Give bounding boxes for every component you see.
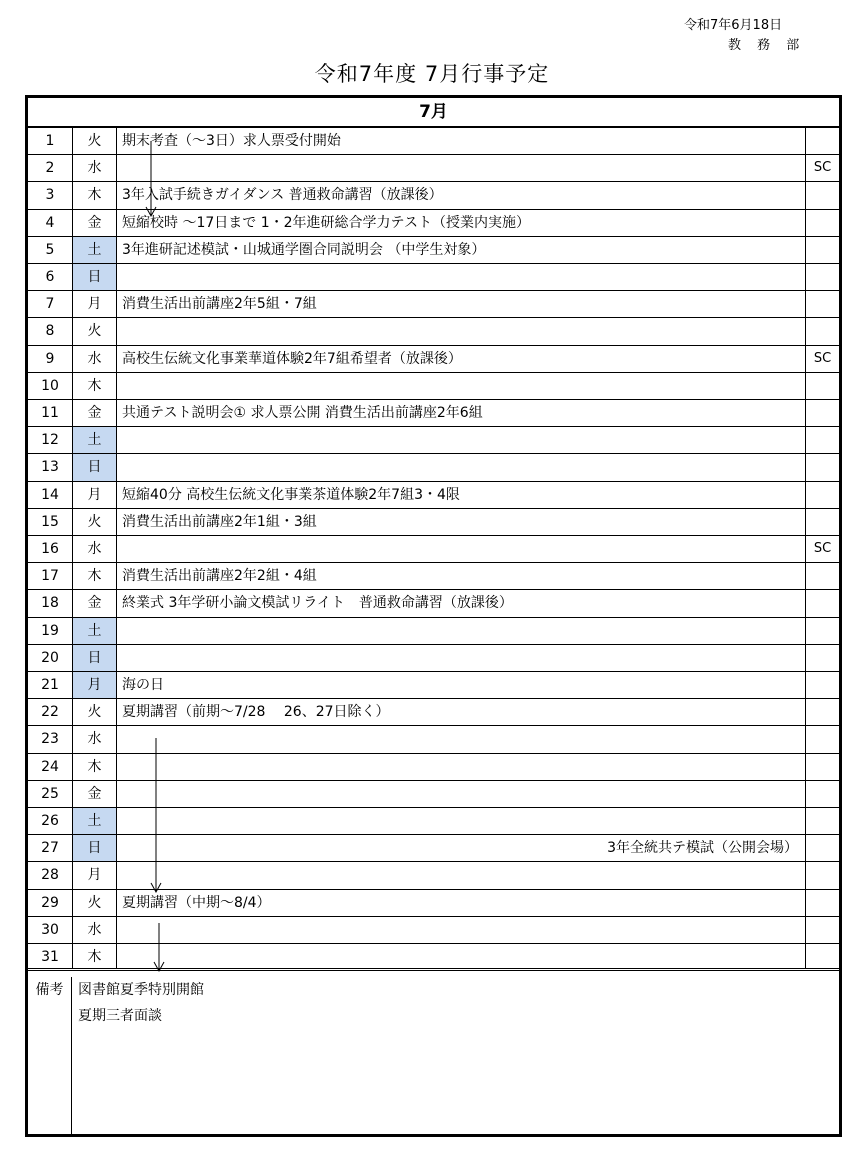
- sc-cell: [806, 645, 839, 671]
- day-cell: 8: [28, 318, 73, 344]
- weekday-cell: 木: [73, 182, 117, 208]
- day-cell: 24: [28, 754, 73, 780]
- weekday-cell: 月: [73, 672, 117, 698]
- schedule-row: [28, 482, 839, 509]
- sc-cell: [806, 264, 839, 290]
- event-cell: [117, 536, 806, 562]
- day-cell: 18: [28, 590, 73, 616]
- weekday-cell: 金: [73, 210, 117, 236]
- weekday-cell: 日: [73, 835, 117, 861]
- sc-cell: [806, 182, 839, 208]
- weekday-cell: 木: [73, 373, 117, 399]
- event-cell: [117, 563, 806, 589]
- event-text: 共通テスト説明会① 求人票公開 消費生活出前講座2年6組: [122, 405, 483, 421]
- weekday-cell: 月: [73, 482, 117, 508]
- schedule-row: [28, 590, 839, 617]
- schedule-row: [28, 672, 839, 699]
- event-cell: [117, 373, 806, 399]
- weekday-cell: 金: [73, 781, 117, 807]
- day-cell: 20: [28, 645, 73, 671]
- event-cell: [117, 346, 806, 372]
- day-cell: 23: [28, 726, 73, 752]
- remarks-section: [28, 977, 839, 1134]
- sc-cell: [806, 128, 839, 154]
- weekday-cell: 土: [73, 618, 117, 644]
- schedule-row: [28, 400, 839, 427]
- weekday-cell: 土: [73, 237, 117, 263]
- event-cell: [117, 726, 806, 752]
- weekday-cell: 金: [73, 400, 117, 426]
- weekday-cell: 木: [73, 944, 117, 968]
- weekday-cell: 土: [73, 808, 117, 834]
- schedule-row: [28, 291, 839, 318]
- weekday-cell: 木: [73, 563, 117, 589]
- sc-cell: [806, 726, 839, 752]
- day-cell: 2: [28, 155, 73, 181]
- sc-cell: [806, 427, 839, 453]
- event-cell: [117, 454, 806, 480]
- event-text: 高校生伝統文化事業華道体験2年7組希望者（放課後）: [122, 350, 462, 367]
- weekday-cell: 火: [73, 890, 117, 916]
- header-date: 令和7年6月18日: [684, 18, 783, 33]
- weekday-cell: 月: [73, 291, 117, 317]
- continuation-arrow-icon: [145, 141, 157, 219]
- continuation-arrow-icon: [153, 923, 165, 975]
- schedule-row: [28, 536, 839, 563]
- event-cell: [117, 590, 806, 616]
- sc-cell: [806, 781, 839, 807]
- event-cell: [117, 128, 806, 154]
- event-cell: [117, 944, 806, 968]
- weekday-cell: 火: [73, 699, 117, 725]
- event-cell: [117, 645, 806, 671]
- sc-cell: [806, 890, 839, 916]
- event-cell: [117, 808, 806, 834]
- event-cell: [117, 781, 806, 807]
- weekday-cell: 日: [73, 264, 117, 290]
- weekday-cell: 木: [73, 754, 117, 780]
- sc-cell: [806, 835, 839, 861]
- continuation-arrow-icon: [150, 738, 162, 896]
- event-text: 海の日: [122, 677, 164, 693]
- event-text: 終業式 3年学研小論文模試リライト 普通救命講習（放課後）: [122, 595, 513, 612]
- sc-cell: [806, 318, 839, 344]
- event-text: 夏期講習（前期～7/28 26、27日除く）: [122, 704, 390, 721]
- remarks-line: 夏期三者面談: [78, 1008, 162, 1024]
- event-cell: [117, 509, 806, 535]
- event-cell: [117, 237, 806, 263]
- event-text-right: 3年全統共テ模試（公開会場）: [607, 840, 798, 857]
- schedule-row: [28, 645, 839, 672]
- event-text: 消費生活出前講座2年2組・4組: [122, 568, 317, 585]
- weekday-cell: 火: [73, 318, 117, 344]
- remarks-line: 図書館夏季特別開館: [78, 982, 204, 998]
- day-cell: 27: [28, 835, 73, 861]
- event-cell: [117, 210, 806, 236]
- day-cell: 3: [28, 182, 73, 208]
- event-text: 短縮校時 ～17日まで 1・2年進研総合学力テスト（授業内実施）: [122, 214, 530, 231]
- sc-cell: [806, 482, 839, 508]
- sc-cell: [806, 699, 839, 725]
- schedule-row: [28, 618, 839, 645]
- day-cell: 22: [28, 699, 73, 725]
- day-cell: 6: [28, 264, 73, 290]
- day-cell: 30: [28, 917, 73, 943]
- schedule-row: [28, 264, 839, 291]
- weekday-cell: 水: [73, 536, 117, 562]
- event-cell: [117, 699, 806, 725]
- sc-cell: SC: [813, 160, 832, 176]
- day-cell: 31: [28, 944, 73, 968]
- event-cell: [117, 427, 806, 453]
- event-cell: [117, 291, 806, 317]
- day-cell: 4: [28, 210, 73, 236]
- schedule-row: [28, 427, 839, 454]
- day-cell: 9: [28, 346, 73, 372]
- event-cell: [117, 917, 806, 943]
- day-cell: 11: [28, 400, 73, 426]
- event-cell: [117, 672, 806, 698]
- schedule-row: [28, 699, 839, 726]
- event-cell: [117, 618, 806, 644]
- remarks-body: [78, 977, 204, 1029]
- event-cell: [117, 754, 806, 780]
- weekday-cell: 水: [73, 726, 117, 752]
- schedule-row: [28, 237, 839, 264]
- day-cell: 5: [28, 237, 73, 263]
- event-text: 消費生活出前講座2年5組・7組: [122, 296, 317, 313]
- event-cell: [117, 400, 806, 426]
- schedule-row: [28, 944, 839, 971]
- day-cell: 16: [28, 536, 73, 562]
- sc-cell: [806, 454, 839, 480]
- sc-cell: SC: [813, 541, 832, 556]
- weekday-cell: 火: [73, 128, 117, 154]
- header-department: 教 務 部: [728, 38, 806, 53]
- sc-cell: [806, 291, 839, 317]
- weekday-cell: 水: [73, 346, 117, 372]
- event-text: 夏期講習（中期～8/4）: [122, 894, 271, 911]
- sc-cell: [806, 210, 839, 236]
- weekday-cell: 日: [73, 645, 117, 671]
- sc-cell: [806, 237, 839, 263]
- sc-cell: [806, 509, 839, 535]
- sc-cell: [806, 373, 839, 399]
- weekday-cell: 火: [73, 509, 117, 535]
- sc-cell: SC: [813, 350, 832, 366]
- sc-cell: [806, 808, 839, 834]
- schedule-row: [28, 454, 839, 481]
- day-cell: 7: [28, 291, 73, 317]
- sc-cell: [806, 672, 839, 698]
- weekday-cell: 日: [73, 454, 117, 480]
- day-cell: 25: [28, 781, 73, 807]
- day-cell: 12: [28, 427, 73, 453]
- day-cell: 28: [28, 862, 73, 888]
- event-text: 3年入試手続きガイダンス 普通救命講習（放課後）: [122, 187, 443, 204]
- day-cell: 29: [28, 890, 73, 916]
- sc-cell: [806, 754, 839, 780]
- weekday-cell: 水: [73, 917, 117, 943]
- sc-cell: [806, 944, 839, 968]
- weekday-cell: 月: [73, 862, 117, 888]
- remarks-label: 備考: [28, 977, 72, 1134]
- event-text: 期末考査（～3日）求人票受付開始: [122, 133, 341, 149]
- day-cell: 10: [28, 373, 73, 399]
- day-cell: 1: [28, 128, 73, 154]
- sc-cell: [806, 917, 839, 943]
- weekday-cell: 水: [73, 155, 117, 181]
- day-cell: 26: [28, 808, 73, 834]
- event-text: 消費生活出前講座2年1組・3組: [122, 513, 317, 530]
- event-text: 3年進研記述模試・山城通学圏合同説明会 （中学生対象）: [122, 241, 486, 258]
- event-cell: [117, 890, 806, 916]
- sc-cell: [806, 618, 839, 644]
- event-cell: [117, 835, 806, 861]
- page-title: 令和7年度 7月行事予定: [314, 62, 550, 86]
- day-cell: 19: [28, 618, 73, 644]
- sc-cell: [806, 563, 839, 589]
- schedule-row: [28, 917, 839, 944]
- event-cell: [117, 318, 806, 344]
- sc-cell: [806, 590, 839, 616]
- weekday-cell: 金: [73, 590, 117, 616]
- schedule-row: [28, 373, 839, 400]
- day-cell: 17: [28, 563, 73, 589]
- event-cell: [117, 862, 806, 888]
- month-header: 7月: [28, 98, 839, 128]
- schedule-row: [28, 509, 839, 536]
- sc-cell: [806, 862, 839, 888]
- day-cell: 14: [28, 482, 73, 508]
- schedule-row: [28, 563, 839, 590]
- day-cell: 21: [28, 672, 73, 698]
- event-cell: [117, 264, 806, 290]
- event-text: 短縮40分 高校生伝統文化事業茶道体験2年7組3・4限: [122, 486, 460, 503]
- event-cell: [117, 482, 806, 508]
- weekday-cell: 土: [73, 427, 117, 453]
- schedule-table: [25, 95, 842, 1137]
- day-cell: 15: [28, 509, 73, 535]
- event-cell: [117, 182, 806, 208]
- schedule-row: [28, 318, 839, 345]
- event-cell: [117, 155, 806, 181]
- day-cell: 13: [28, 454, 73, 480]
- sc-cell: [806, 400, 839, 426]
- schedule-row: [28, 346, 839, 373]
